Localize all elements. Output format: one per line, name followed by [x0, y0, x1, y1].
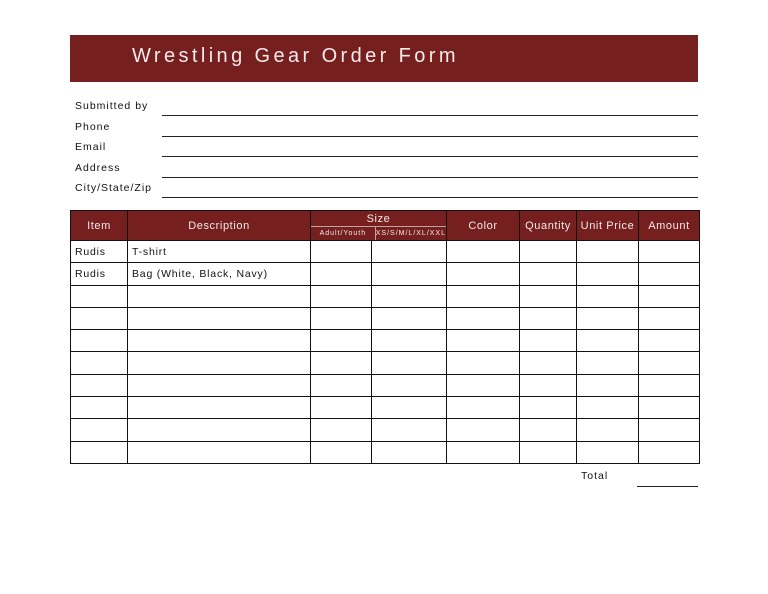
cell-quantity[interactable] — [520, 241, 577, 263]
field-email — [75, 140, 698, 161]
cell-color[interactable] — [447, 307, 520, 329]
field-city-state-zip — [75, 181, 698, 202]
cell-color[interactable] — [447, 330, 520, 352]
field-label: Phone — [75, 120, 111, 133]
cell-item[interactable] — [71, 441, 128, 463]
cell-color[interactable] — [447, 397, 520, 419]
cell-description[interactable] — [128, 397, 311, 419]
field-phone — [75, 120, 698, 141]
cell-item[interactable] — [71, 330, 128, 352]
order-table-body — [71, 241, 700, 464]
email-input-line[interactable] — [162, 156, 698, 157]
cell-adult-youth[interactable] — [311, 374, 372, 396]
cell-item[interactable]: Rudis — [71, 241, 128, 263]
header-size — [311, 211, 447, 241]
cell-item[interactable] — [71, 397, 128, 419]
cell-quantity[interactable] — [520, 352, 577, 374]
total-input-line[interactable] — [637, 486, 698, 487]
cell-item[interactable]: Rudis — [71, 263, 128, 285]
cell-item[interactable] — [71, 374, 128, 396]
contact-info-section — [75, 99, 698, 202]
header-description: Description — [128, 211, 311, 241]
cell-amount[interactable] — [639, 419, 700, 441]
cell-adult-youth[interactable] — [311, 397, 372, 419]
cell-unit-price[interactable] — [577, 374, 639, 396]
header-size-adult-youth: Adult/Youth — [319, 229, 367, 237]
cell-description[interactable] — [128, 441, 311, 463]
header-quantity: Quantity — [520, 211, 577, 241]
cell-size[interactable] — [372, 441, 447, 463]
field-label: Submitted by — [75, 100, 149, 112]
total-label: Total — [581, 470, 609, 482]
cell-unit-price[interactable] — [577, 285, 639, 307]
cell-quantity[interactable] — [520, 285, 577, 307]
cell-color[interactable] — [447, 263, 520, 285]
field-label: City/State/Zip — [75, 182, 153, 195]
table-row — [71, 330, 700, 352]
cell-quantity[interactable] — [520, 263, 577, 285]
cell-amount[interactable] — [639, 397, 700, 419]
cell-unit-price[interactable] — [577, 441, 639, 463]
cell-amount[interactable] — [639, 285, 700, 307]
cell-amount[interactable] — [639, 263, 700, 285]
cell-size[interactable] — [372, 241, 447, 263]
cell-size[interactable] — [372, 397, 447, 419]
cell-color[interactable] — [447, 352, 520, 374]
cell-unit-price[interactable] — [577, 352, 639, 374]
cell-color[interactable] — [447, 285, 520, 307]
cell-unit-price[interactable] — [577, 263, 639, 285]
table-header-row — [71, 211, 700, 241]
cell-adult-youth[interactable] — [311, 263, 372, 285]
cell-adult-youth[interactable] — [311, 285, 372, 307]
cell-color[interactable] — [447, 241, 520, 263]
cell-description[interactable] — [128, 419, 311, 441]
cell-unit-price[interactable] — [577, 397, 639, 419]
cell-adult-youth[interactable] — [311, 241, 372, 263]
cell-size[interactable] — [372, 374, 447, 396]
header-color: Color — [447, 211, 520, 241]
header-size-label: Size — [366, 212, 391, 225]
table-row — [71, 419, 700, 441]
field-label: Address — [75, 161, 121, 174]
cell-adult-youth[interactable] — [311, 441, 372, 463]
cell-unit-price[interactable] — [577, 330, 639, 352]
submitted-by-input-line[interactable] — [162, 115, 698, 116]
cell-size[interactable] — [372, 263, 447, 285]
cell-description[interactable] — [128, 374, 311, 396]
cell-color[interactable] — [447, 441, 520, 463]
table-row — [71, 263, 700, 285]
cell-adult-youth[interactable] — [311, 419, 372, 441]
field-label: Email — [75, 141, 107, 154]
cell-item[interactable] — [71, 352, 128, 374]
cell-size[interactable] — [372, 330, 447, 352]
form-title: Wrestling Gear Order Form — [132, 45, 459, 67]
cell-description[interactable] — [128, 352, 311, 374]
table-row — [71, 397, 700, 419]
cell-unit-price[interactable] — [577, 241, 639, 263]
order-table — [70, 210, 700, 464]
cell-adult-youth[interactable] — [311, 330, 372, 352]
cell-color[interactable] — [447, 374, 520, 396]
cell-quantity[interactable] — [520, 441, 577, 463]
cell-unit-price[interactable] — [577, 307, 639, 329]
cell-description[interactable] — [128, 330, 311, 352]
city-state-zip-input-line[interactable] — [162, 197, 698, 198]
cell-amount[interactable] — [639, 441, 700, 463]
cell-amount[interactable] — [639, 307, 700, 329]
cell-adult-youth[interactable] — [311, 352, 372, 374]
cell-item[interactable] — [71, 419, 128, 441]
cell-quantity[interactable] — [520, 307, 577, 329]
phone-input-line[interactable] — [162, 136, 698, 137]
cell-size[interactable] — [372, 419, 447, 441]
title-banner — [70, 35, 698, 82]
address-input-line[interactable] — [162, 177, 698, 178]
cell-size[interactable] — [372, 285, 447, 307]
cell-description[interactable]: T-shirt — [128, 241, 311, 263]
header-unit-price: Unit Price — [577, 211, 639, 241]
cell-adult-youth[interactable] — [311, 307, 372, 329]
cell-amount[interactable] — [639, 352, 700, 374]
table-row — [71, 307, 700, 329]
cell-amount[interactable] — [639, 374, 700, 396]
cell-description[interactable] — [128, 307, 311, 329]
cell-quantity[interactable] — [520, 397, 577, 419]
cell-size[interactable] — [372, 352, 447, 374]
cell-description[interactable]: Bag (White, Black, Navy) — [128, 263, 311, 285]
cell-amount[interactable] — [639, 241, 700, 263]
table-row — [71, 241, 700, 263]
size-subheaders — [311, 226, 446, 240]
header-amount: Amount — [639, 211, 700, 241]
header-size-range: XS/S/M/L/XL/XXL — [375, 227, 446, 240]
cell-unit-price[interactable] — [577, 419, 639, 441]
cell-quantity[interactable] — [520, 374, 577, 396]
cell-description[interactable] — [128, 285, 311, 307]
table-row — [71, 374, 700, 396]
cell-quantity[interactable] — [520, 419, 577, 441]
cell-color[interactable] — [447, 419, 520, 441]
cell-quantity[interactable] — [520, 330, 577, 352]
cell-item[interactable] — [71, 285, 128, 307]
table-row — [71, 352, 700, 374]
cell-item[interactable] — [71, 307, 128, 329]
cell-amount[interactable] — [639, 330, 700, 352]
cell-size[interactable] — [372, 307, 447, 329]
field-address — [75, 161, 698, 182]
table-row — [71, 285, 700, 307]
header-item: Item — [71, 211, 128, 241]
table-row — [71, 441, 700, 463]
field-submitted-by — [75, 99, 698, 120]
